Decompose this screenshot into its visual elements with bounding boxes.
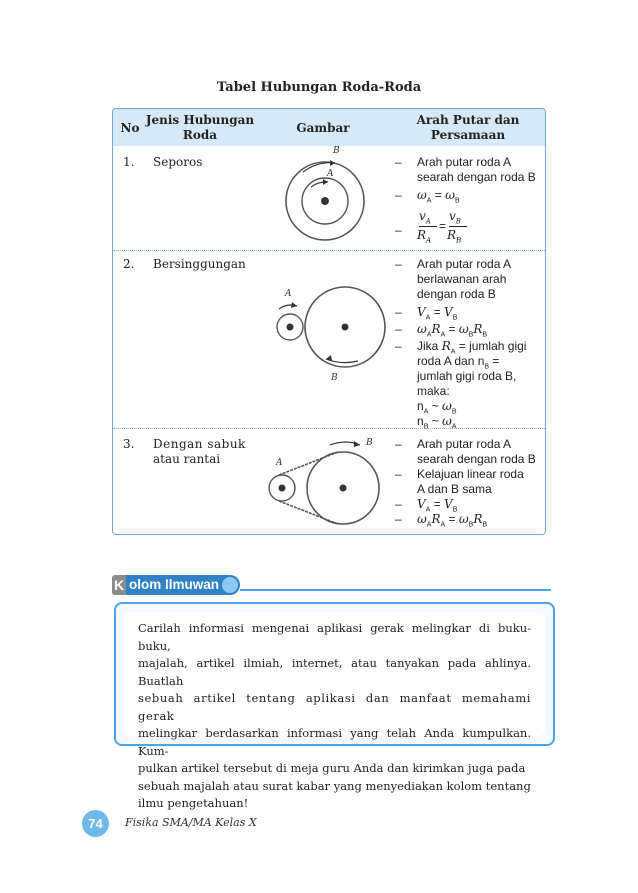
page-number: 74: [82, 810, 109, 837]
header-arah-1: Arah Putar dan: [416, 113, 520, 127]
relation-table: [112, 108, 546, 535]
label-a: A: [285, 289, 292, 299]
row2-v-eq: $V_A = V_B$: [417, 305, 458, 322]
header-jenis-1: Jenis Hubungan: [145, 113, 255, 127]
row1-omega-eq: $\omega_A = \omega_B$: [417, 188, 460, 205]
row2-eq: – Arah putar roda A berlawanan arah dengan roda B – $V_A = V_B$ – $\omega_AR_A = \omega_BR_B$ – Jika $R_A$ = jumlah gigi roda A dan $n_B$ = jumlah gigi roda B, maka: $n_A$ ~ $\omega_B$ $n_B$ ~ $\omega_A$: [395, 257, 527, 431]
row-divider: [113, 250, 545, 251]
row1-jenis: Seporos: [153, 155, 203, 169]
kolom-initial: K: [113, 577, 125, 593]
axle: [321, 197, 329, 205]
label-b: B: [366, 438, 373, 448]
row3-no: 3.: [123, 437, 135, 451]
kolom-text: Carilah informasi mengenai aplikasi gerak melingkar di buku-buku, majalah, artikel ilmiah, internet, atau tanyakan pada ahlinya. Buatlah sebuah artikel tentang aplikasi dan manfaat memahami gerak melingkar berdasarkan informasi yang telah Anda kumpulkan. Kum- pulkan artikel tersebut di meja guru Anda dan kirimkan juga pada sebuah majalah atau surat kabar yang menyediakan kolom tentang ilmu pengetahuan!: [138, 621, 531, 810]
belt-bottom: [279, 501, 338, 524]
row3-jenis-1: Dengan sabuk: [153, 437, 246, 451]
label-a: A: [327, 169, 334, 179]
row1-eq: – Arah putar roda A searah dengan roda B – $\omega_A = \omega_B$ – $v_A$ $R_A$ = $v_B$ $R_B$: [395, 155, 536, 245]
table-caption: Tabel Hubungan Roda-Roda: [216, 80, 422, 95]
row3-v-eq: $V_A = V_B$: [417, 497, 458, 514]
row1-no: 1.: [123, 155, 135, 169]
bersinggungan-diagram: [273, 279, 398, 399]
book-title: Fisika SMA/MA Kelas X: [125, 816, 257, 829]
label-b: B: [333, 146, 340, 156]
row3-jenis-2: atau rantai: [153, 452, 221, 466]
row2-jenis: Bersinggungan: [153, 257, 246, 271]
header-arah-2: Persamaan: [430, 128, 506, 142]
seporos-diagram: [273, 139, 383, 249]
row1-line1: Arah putar roda A: [417, 155, 512, 169]
header-jenis-2: Roda: [182, 128, 218, 142]
row3-eq: – Arah putar roda A searah dengan roda B – Kelajuan linear roda A dan B sama – $V_A = V_B$ – $\omega_AR_A = \omega_BR_B$: [395, 437, 545, 532]
kolom-ilmuwan-tab: [112, 575, 240, 595]
header-gambar: Gambar: [296, 121, 350, 135]
label-a: A: [276, 458, 283, 468]
header-no: No: [120, 121, 140, 135]
kolom-dot-icon: [222, 577, 238, 593]
row2-omega-eq: $\omega_AR_A = \omega_BR_B$: [417, 322, 488, 339]
kolom-ilmuwan-box: [114, 602, 555, 810]
kolom-rule: [240, 589, 551, 591]
row1-line2: searah dengan roda B: [417, 170, 536, 184]
row2-no: 2.: [123, 257, 135, 271]
kolom-title: olom Ilmuwan: [129, 577, 220, 592]
sabuk-diagram: [268, 431, 393, 531]
belt-top: [279, 452, 338, 475]
row-divider: [113, 428, 545, 429]
row3-omega-eq: $\omega_AR_A = \omega_BR_B$: [417, 512, 488, 529]
label-b: B: [331, 373, 338, 383]
